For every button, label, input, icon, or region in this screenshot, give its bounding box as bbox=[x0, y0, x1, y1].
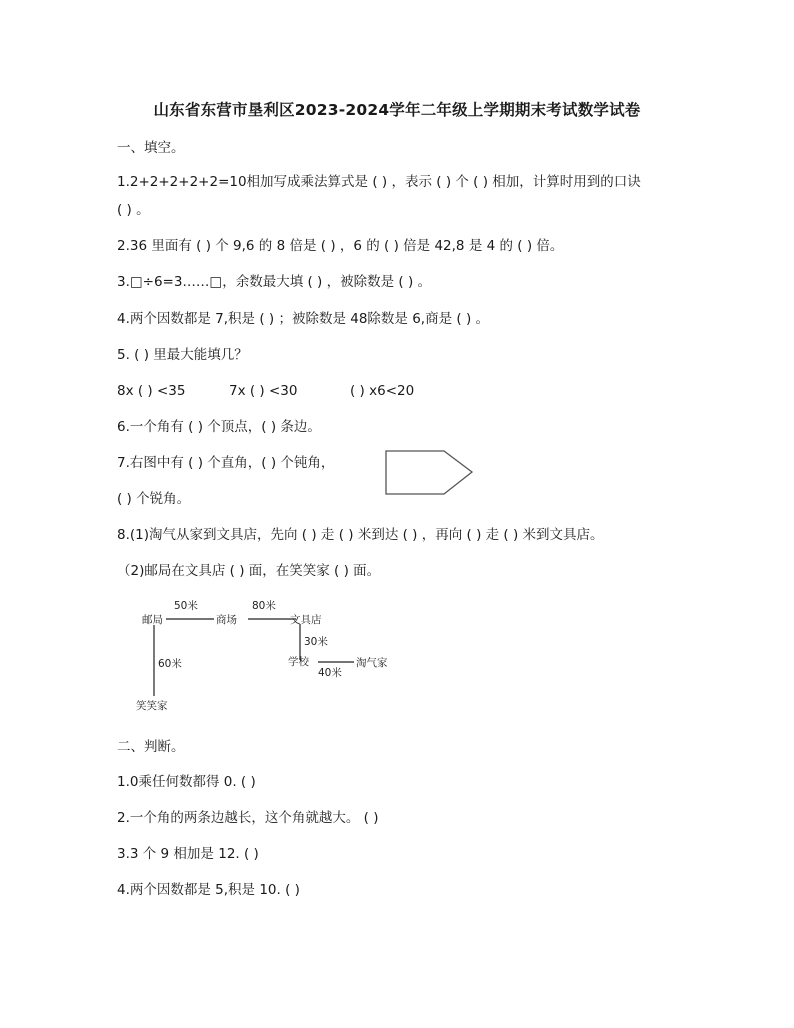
section2-heading: 二、判断。 bbox=[117, 739, 185, 755]
question-8-line-1: 8.(1)淘气从家到文具店，先向 ( ) 走 ( ) 米到达 ( ) ，再向 ( ) 走 ( ) 米到文具店。 bbox=[117, 527, 604, 543]
question-7-line-2: ( ) 个锐角。 bbox=[117, 491, 191, 507]
question-4: 4.两个因数都是 7,积是 ( ) ；被除数是 48除数是 6,商是 ( ) 。 bbox=[117, 311, 490, 327]
question-1-line-2: ( ) 。 bbox=[117, 202, 150, 218]
map-xiaoxiao-home: 笑笑家 bbox=[136, 700, 168, 712]
map-school: 学校 bbox=[288, 656, 309, 668]
question-5-item-2: 7x ( ) <30 bbox=[229, 383, 298, 399]
map-post-office: 邮局 bbox=[142, 614, 163, 626]
map-taoqi-home: 淘气家 bbox=[356, 657, 388, 669]
question-5-item-3: ( ) x6<20 bbox=[350, 383, 415, 399]
question-8-line-2: （2)邮局在文具店 ( ) 面，在笑笑家 ( ) 面。 bbox=[117, 563, 381, 579]
section1-heading: 一、填空。 bbox=[117, 140, 185, 156]
page-title: 山东省东营市垦利区2023-2024学年二年级上学期期末考试数学试卷 bbox=[153, 101, 641, 119]
pentagon-figure bbox=[384, 448, 476, 498]
judge-question-2: 2.一个角的两条边越长，这个角就越大。 ( ) bbox=[117, 810, 379, 826]
judge-question-3: 3.3 个 9 相加是 12. ( ) bbox=[117, 846, 259, 862]
question-6: 6.一个角有 ( ) 个顶点，( ) 条边。 bbox=[117, 419, 321, 435]
route-map bbox=[130, 592, 410, 714]
map-stationery: 文具店 bbox=[290, 614, 322, 626]
map-distance-80: 80米 bbox=[252, 600, 276, 612]
judge-question-1: 1.0乘任何数都得 0. ( ) bbox=[117, 774, 256, 790]
map-distance-60: 60米 bbox=[158, 658, 182, 670]
question-1-line-1: 1.2+2+2+2+2=10相加写成乘法算式是 ( ) ，表示 ( ) 个 ( ) 相加，计算时用到的口诀 bbox=[117, 174, 641, 190]
map-mall: 商场 bbox=[216, 614, 237, 626]
question-5: 5. ( ) 里最大能填几？ bbox=[117, 347, 248, 363]
question-7-line-1: 7.右图中有 ( ) 个直角，( ) 个钝角， bbox=[117, 455, 335, 471]
question-5-item-1: 8x ( ) <35 bbox=[117, 383, 186, 399]
question-3: 3.□÷6=3……□，余数最大填 ( ) ，被除数是 ( ) 。 bbox=[117, 274, 432, 290]
map-distance-30: 30米 bbox=[304, 636, 328, 648]
map-distance-40: 40米 bbox=[318, 667, 342, 679]
question-2: 2.36 里面有 ( ) 个 9,6 的 8 倍是 ( ) ，6 的 ( ) 倍是 42,8 是 4 的 ( ) 倍。 bbox=[117, 238, 564, 254]
judge-question-4: 4.两个因数都是 5,积是 10. ( ) bbox=[117, 882, 300, 898]
map-distance-50: 50米 bbox=[174, 600, 198, 612]
